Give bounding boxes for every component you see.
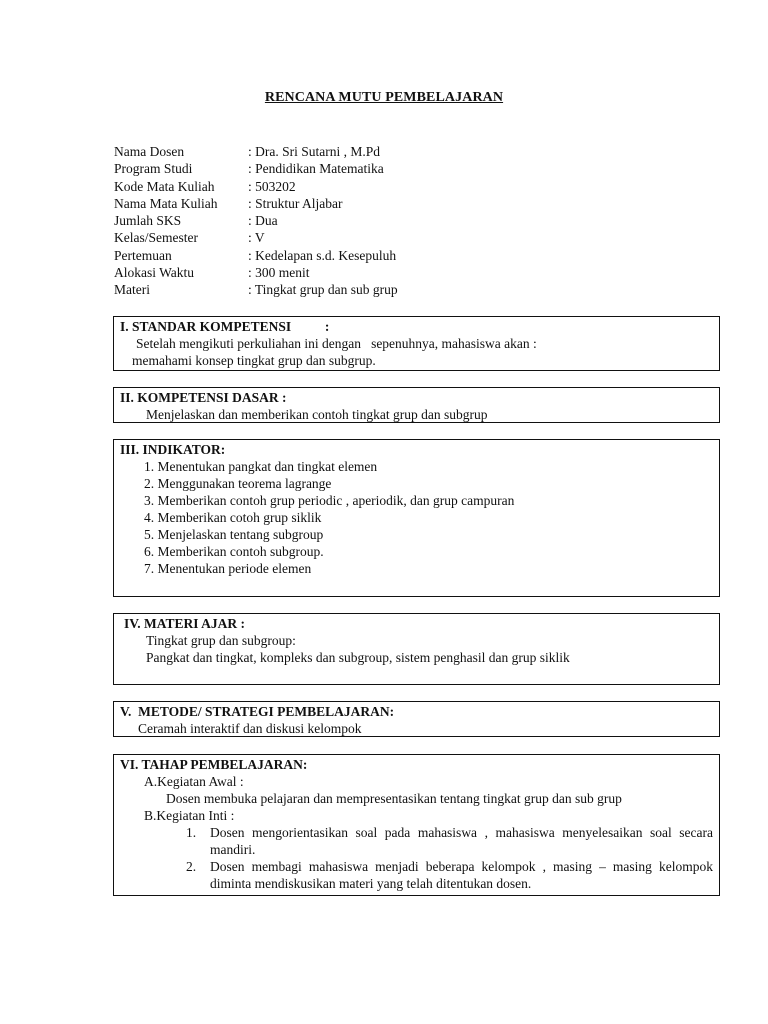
info-label: Nama Dosen [114, 144, 185, 159]
info-value: : V [248, 230, 265, 246]
list-item: 4. Memberikan cotoh grup siklik [144, 510, 322, 525]
info-value: : 300 menit [248, 265, 310, 281]
item-text: Dosen mengorientasikan soal pada mahasiswa , mahasiswa menyelesaikan soal secara mandiri. [210, 825, 713, 857]
kegiatan-awal-label: A.Kegiatan Awal : [144, 774, 244, 789]
section-text: Setelah mengikuti perkuliahan ini dengan sepenuhnya, mahasiswa akan : [136, 336, 537, 351]
section-heading: IV. MATERI AJAR : [124, 616, 246, 631]
info-value: : Dua [248, 213, 278, 229]
standar-kompetensi-box [113, 316, 720, 371]
info-label: Pertemuan [114, 247, 172, 263]
section-heading: V. METODE/ STRATEGI PEMBELAJARAN: [120, 704, 395, 719]
section-heading: III. INDIKATOR: [120, 442, 226, 457]
list-item: 6. Memberikan contoh subgroup. [144, 544, 324, 559]
info-row [114, 195, 398, 212]
info-value: : 503202 [248, 178, 296, 194]
list-item: 7. Menentukan periode elemen [144, 561, 312, 576]
section-text: Ceramah interaktif dan diskusi kelompok [138, 721, 362, 736]
list-item: 5. Menjelaskan tentang subgroup [144, 527, 324, 542]
item-number: 1. [186, 825, 197, 840]
section-heading: VI. TAHAP PEMBELAJARAN: [120, 757, 308, 772]
tahap-pembelajaran-box [113, 754, 720, 896]
info-value: : Kedelapan s.d. Kesepuluh [248, 247, 397, 263]
info-value: : Dra. Sri Sutarni , M.Pd [248, 144, 381, 159]
info-label: Nama Mata Kuliah [114, 195, 218, 211]
info-value: : Struktur Aljabar [248, 195, 343, 211]
info-row [114, 247, 398, 264]
course-info [114, 143, 398, 299]
section-heading: II. KOMPETENSI DASAR : [120, 390, 287, 405]
info-row [114, 143, 398, 160]
info-row [114, 264, 398, 281]
section-text: memahami konsep tingkat grup dan subgrup. [132, 353, 376, 368]
info-row [114, 281, 398, 298]
metode-box [113, 701, 720, 737]
info-value: : Tingkat grup dan sub grup [248, 282, 398, 298]
info-row [114, 212, 398, 229]
kompetensi-dasar-box [113, 387, 720, 423]
info-label: Jumlah SKS [114, 213, 182, 229]
indikator-box [113, 439, 720, 597]
list-item: 1. Menentukan pangkat dan tingkat elemen [144, 459, 378, 474]
section-text: Tingkat grup dan subgroup: [146, 633, 296, 648]
section-heading: I. STANDAR KOMPETENSI : [120, 319, 330, 334]
kegiatan-inti-label: B.Kegiatan Inti : [144, 808, 235, 823]
section-text: Menjelaskan dan memberikan contoh tingkat grup dan subgrup [146, 407, 488, 422]
list-item [120, 858, 713, 892]
info-label: Kode Mata Kuliah [114, 178, 215, 194]
info-label: Alokasi Waktu [114, 265, 195, 281]
info-row [114, 229, 398, 246]
document-title: RENCANA MUTU PEMBELAJARAN [264, 90, 504, 105]
info-row [114, 160, 398, 177]
item-number: 2. [186, 859, 197, 874]
list-item: 2. Menggunakan teorema lagrange [144, 476, 332, 491]
info-row [114, 178, 398, 195]
materi-ajar-box [113, 613, 720, 685]
info-label: Materi [114, 282, 150, 298]
list-item [120, 824, 713, 858]
kegiatan-awal-text: Dosen membuka pelajaran dan mempresentasikan tentang tingkat grup dan sub grup [166, 791, 622, 806]
info-value: : Pendidikan Matematika [248, 161, 384, 177]
item-text: Dosen membagi mahasiswa menjadi beberapa kelompok , masing – masing kelompok diminta mendiskusikan materi yang telah ditentukan dosen. [210, 859, 713, 891]
info-label: Kelas/Semester [114, 230, 198, 246]
list-item: 3. Memberikan contoh grup periodic , aperiodik, dan grup campuran [144, 493, 515, 508]
info-label: Program Studi [114, 161, 193, 177]
section-text: Pangkat dan tingkat, kompleks dan subgroup, sistem penghasil dan grup siklik [146, 650, 570, 665]
